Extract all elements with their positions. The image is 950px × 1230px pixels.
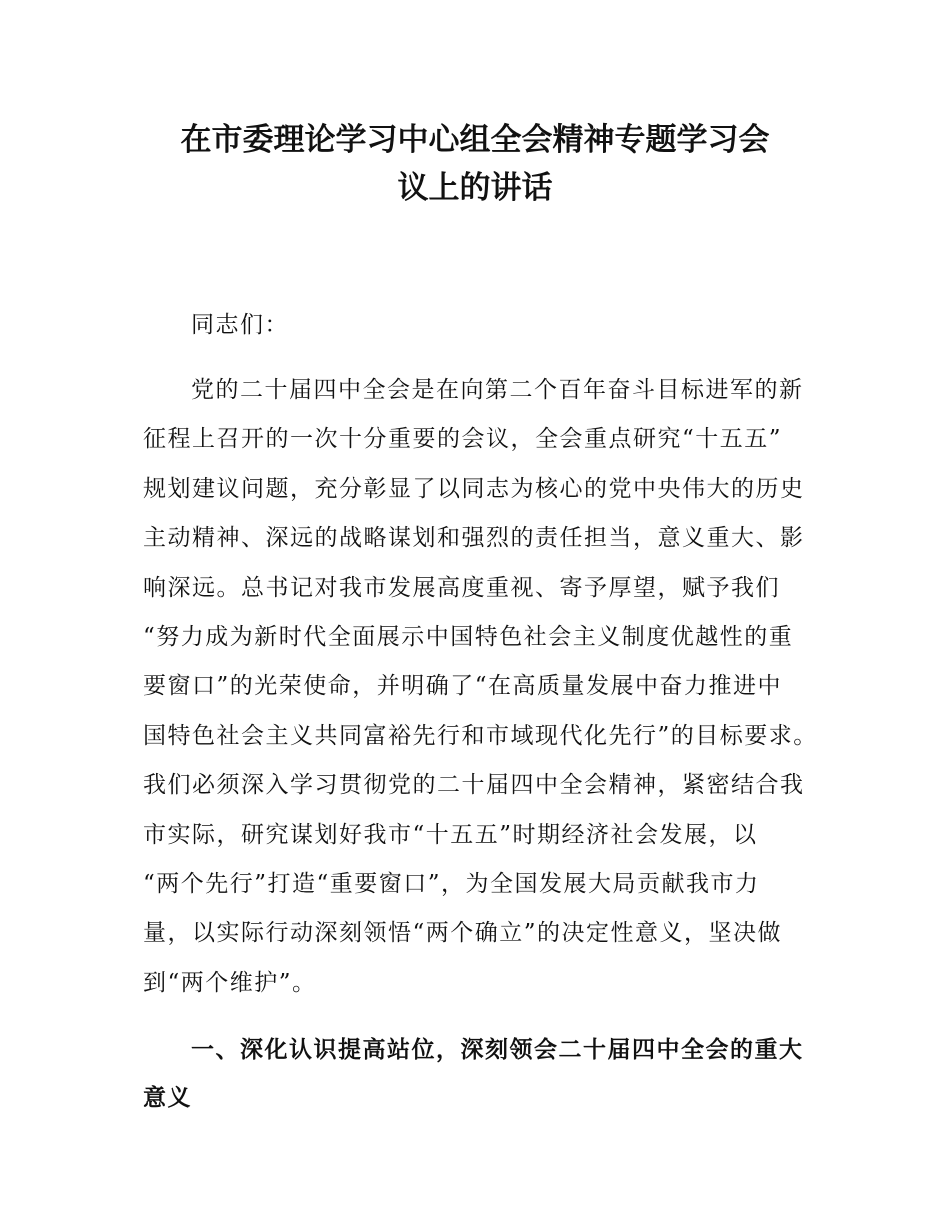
section-heading bbox=[143, 1030, 804, 1126]
paragraph-line: “两个先行”打造“重要窗口”，为全国发展大局贡献我市力 bbox=[143, 870, 760, 897]
paragraph-line: 主动精神、深远的战略谋划和强烈的责任担当，意义重大、影 bbox=[143, 525, 805, 552]
paragraph-line: 要窗口”的光荣使命，并明确了“在高质量发展中奋力推进中 bbox=[143, 673, 783, 700]
document-body bbox=[143, 305, 823, 1012]
paragraph-line: 量，以实际行动深刻领悟“两个确立”的决定性意义，坚决做 bbox=[143, 920, 783, 947]
paragraph-line: 响深远。总书记对我市发展高度重视、寄予厚望，赋予我们 bbox=[143, 574, 780, 601]
paragraph-line: 我们必须深入学习贯彻党的二十届四中全会精神，紧密结合我 bbox=[143, 772, 805, 799]
paragraph-line: 国特色社会主义共同富裕先行和市域现代化先行”的目标要求。 bbox=[143, 722, 818, 749]
heading-line: 意义 bbox=[143, 1085, 192, 1111]
spacer bbox=[143, 354, 823, 370]
salutation: 同志们： bbox=[191, 312, 289, 338]
paragraph-line: 党的二十届四中全会是在向第二个百年奋斗目标进军的新 bbox=[191, 376, 804, 403]
title-line: 议上的讲话 bbox=[397, 170, 553, 206]
paragraph bbox=[143, 370, 823, 1012]
paragraph-line: 到“两个维护”。 bbox=[143, 969, 317, 996]
paragraph-line: 市实际，研究谋划好我市“十五五”时期经济社会发展，以 bbox=[143, 821, 758, 848]
title-line: 在市委理论学习中心组全会精神专题学习会 bbox=[180, 122, 770, 158]
paragraph-line: 征程上召开的一次十分重要的会议，全会重点研究“十五五” bbox=[143, 426, 783, 453]
document-title bbox=[0, 116, 950, 212]
paragraph-line: “努力成为新时代全面展示中国特色社会主义制度优越性的重 bbox=[143, 623, 794, 650]
paragraph-line: 规划建议问题，充分彰显了以同志为核心的党中央伟大的历史 bbox=[143, 475, 805, 502]
heading-line: 一、深化认识提高站位，深刻领会二十届四中全会的重大 bbox=[191, 1037, 804, 1063]
